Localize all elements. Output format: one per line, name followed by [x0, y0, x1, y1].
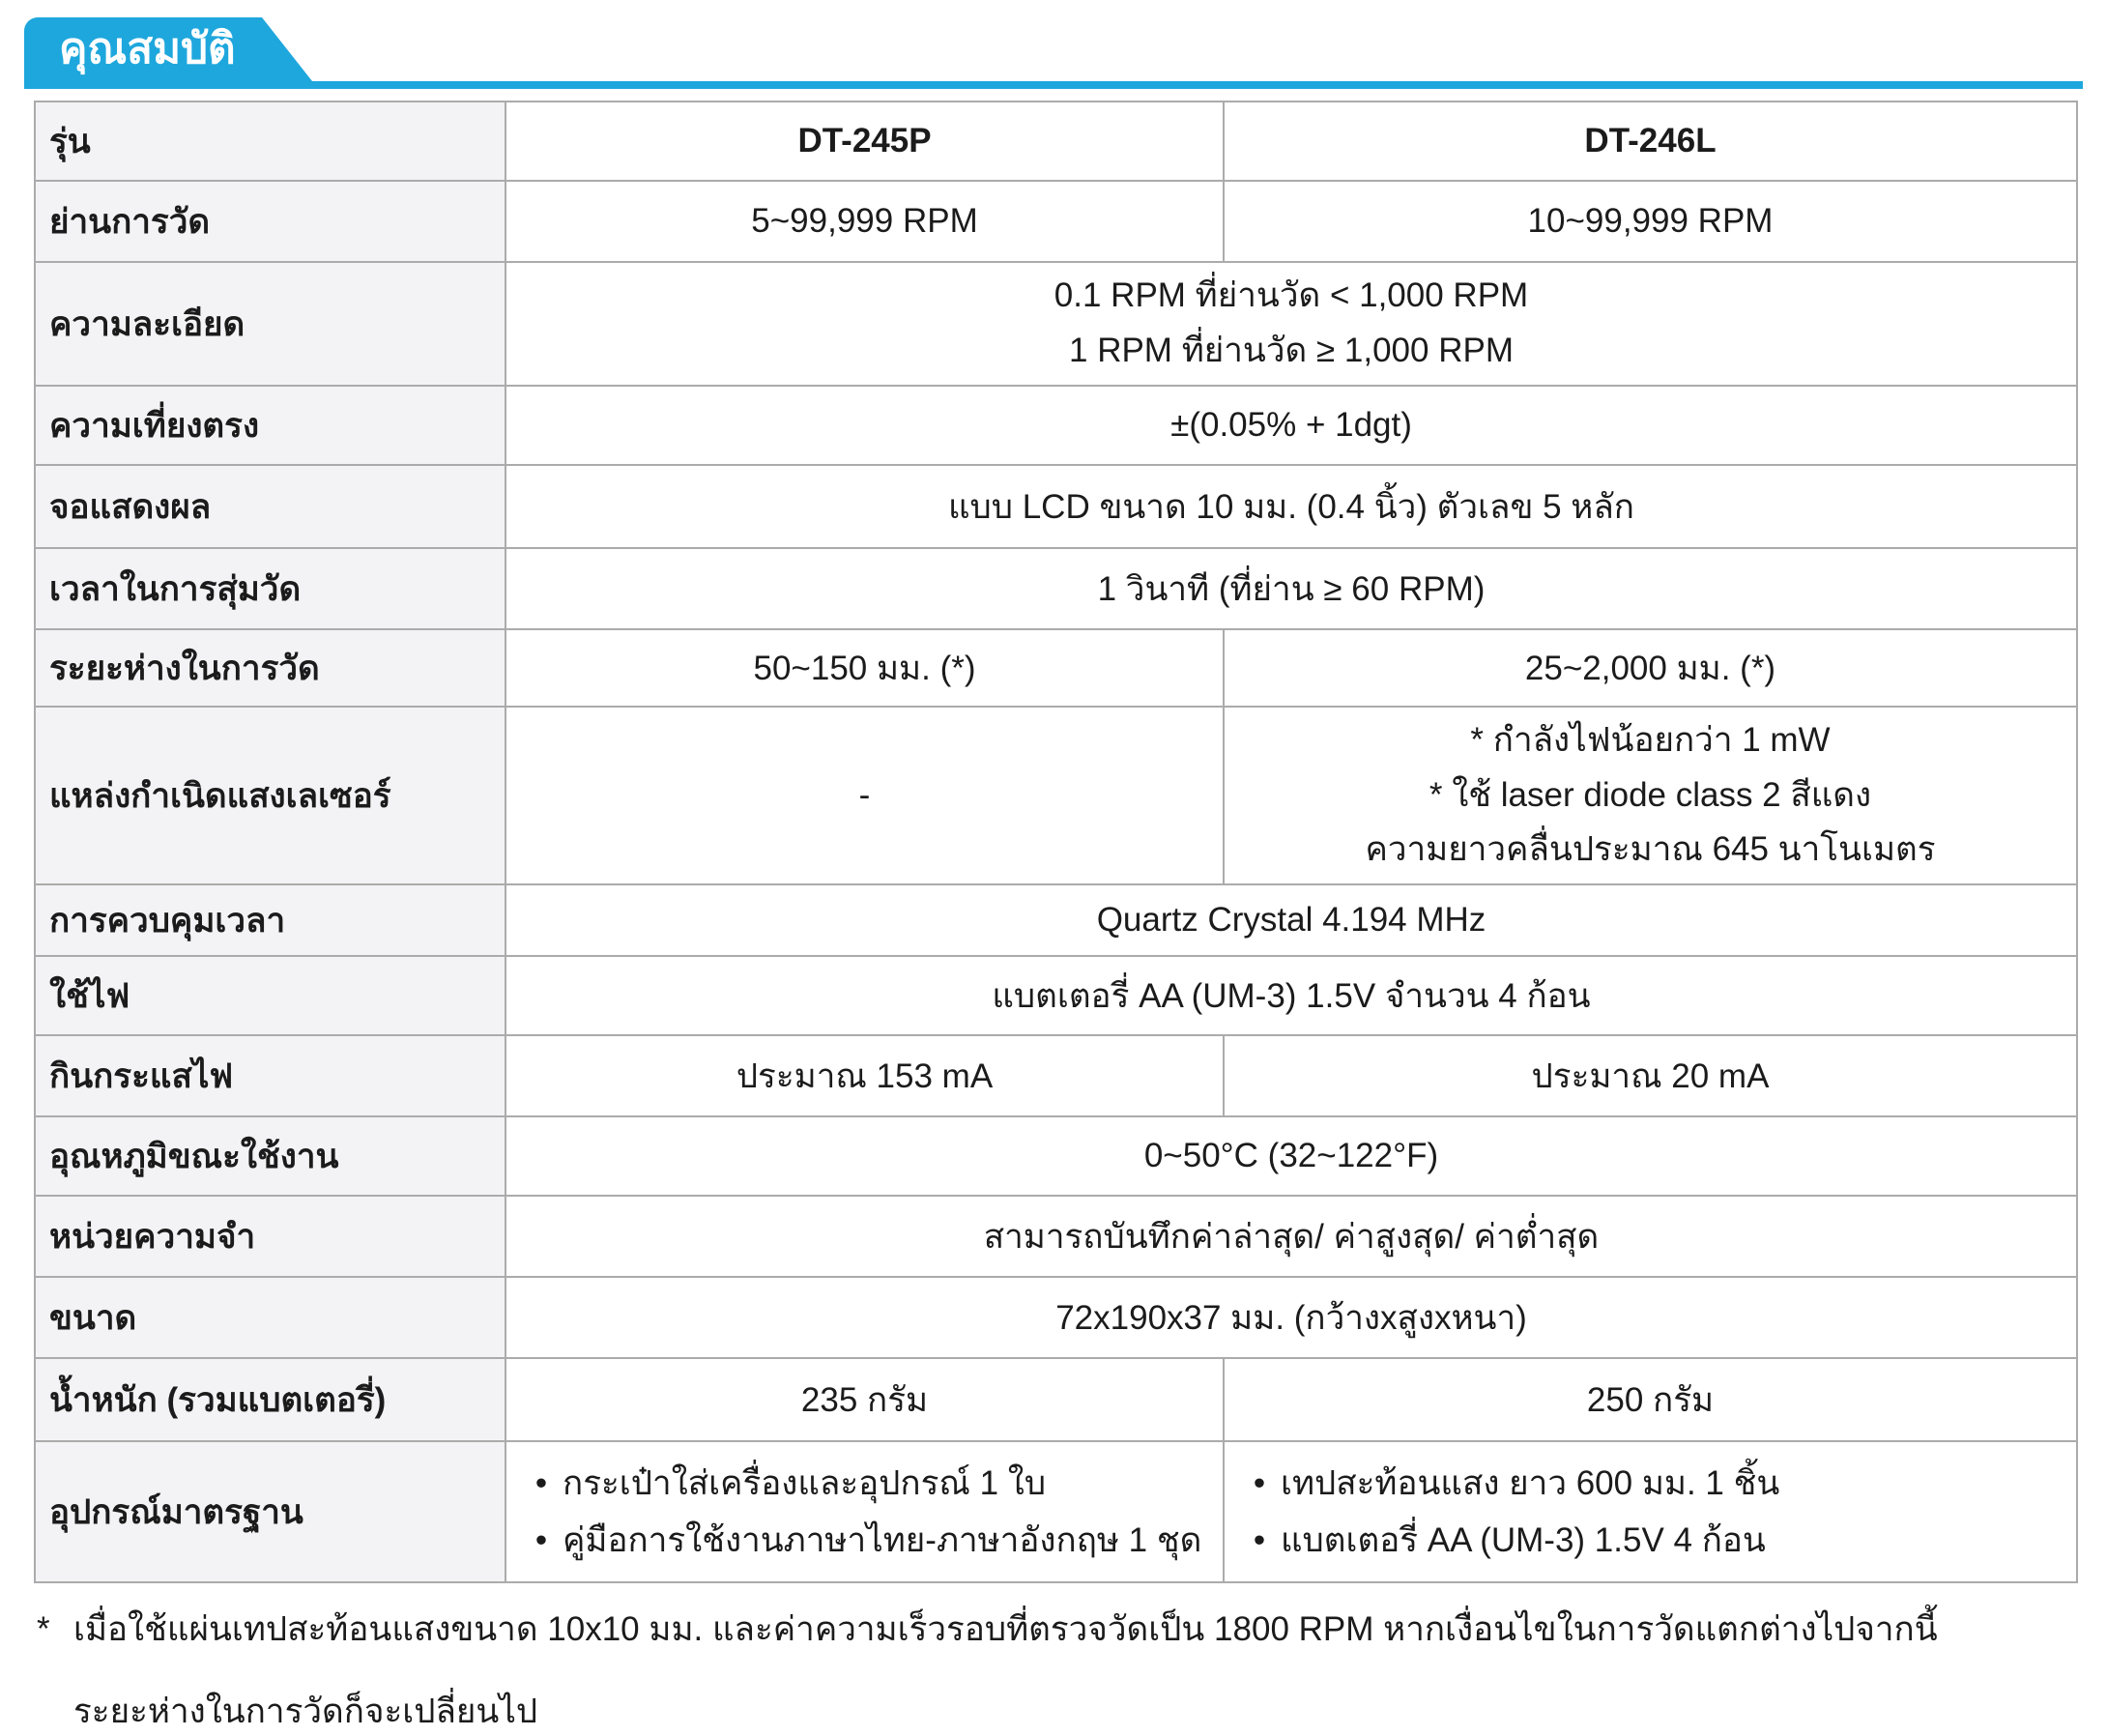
- accessories-2-value: [1224, 1441, 2077, 1582]
- footnote-text-1: เมื่อใช้แผ่นเทปสะท้อนแสงขนาด 10x10 มม. และค่าความเร็วรอบที่ตรวจวัดเป็น 1800 RPM หากเงื่อนไขในการวัดแตกต่างไปจากนี้: [73, 1610, 1938, 1648]
- model-2-value: DT-246L: [1224, 101, 2077, 181]
- accuracy-value: ±(0.05% + 1dgt): [505, 386, 2077, 465]
- temperature-value: 0~50°C (32~122°F): [505, 1116, 2077, 1196]
- spec-row-operating-temperature: [35, 1116, 2077, 1196]
- weight-2-value: 250 กรัม: [1224, 1358, 2077, 1441]
- range-2-value: 10~99,999 RPM: [1224, 181, 2077, 262]
- accent-underline: [24, 81, 2083, 89]
- row-label: แหล่งกำเนิดแสงเลเซอร์: [35, 707, 505, 884]
- section-tab: [24, 17, 262, 81]
- row-label: การควบคุมเวลา: [35, 884, 505, 956]
- laser-line-2: * ใช้ laser diode class 2 สีแดง: [1429, 775, 1872, 814]
- resolution-line-2: 1 RPM ที่ย่านวัด ≥ 1,000 RPM: [1069, 332, 1514, 369]
- row-label: ขนาด: [35, 1277, 505, 1358]
- footnote-marker: *: [37, 1610, 50, 1648]
- range-1-value: 5~99,999 RPM: [505, 181, 1224, 262]
- section-header: [24, 17, 2083, 89]
- accessory-text: เทปสะท้อนแสง ยาว 600 มม. 1 ชิ้น: [1281, 1463, 1780, 1502]
- row-label: ระยะห่างในการวัด: [35, 629, 505, 707]
- laser-line-3: ความยาวคลื่นประมาณ 645 นาโนเมตร: [1365, 830, 1936, 869]
- spec-table: [34, 101, 2078, 1583]
- accessory-item: [1238, 1455, 2063, 1513]
- spec-row-display: [35, 465, 2077, 548]
- accessory-text: แบตเตอรี่ AA (UM-3) 1.5V 4 ก้อน: [1281, 1521, 1766, 1560]
- row-label: ย่านการวัด: [35, 181, 505, 262]
- row-label: เวลาในการสุ่มวัด: [35, 548, 505, 629]
- accessory-text: คู่มือการใช้งานภาษาไทย-ภาษาอังกฤษ 1 ชุด: [563, 1521, 1202, 1560]
- accessory-item: [1238, 1512, 2063, 1570]
- row-label: ความละเอียด: [35, 262, 505, 386]
- distance-2-value: 25~2,000 มม. (*): [1224, 629, 2077, 707]
- laser-line-1: * กำลังไฟน้อยกว่า 1 mW: [1470, 721, 1831, 759]
- spec-row-measuring-range: [35, 181, 2077, 262]
- row-label: กินกระแสไฟ: [35, 1035, 505, 1116]
- row-label: อุปกรณ์มาตรฐาน: [35, 1441, 505, 1582]
- spec-row-laser-source: [35, 707, 2077, 884]
- spec-row-time-control: [35, 884, 2077, 956]
- section-tab-label: คุณสมบัติ: [59, 25, 236, 72]
- time-control-value: Quartz Crystal 4.194 MHz: [505, 884, 2077, 956]
- row-label: ใช้ไฟ: [35, 956, 505, 1035]
- spec-row-standard-accessories: [35, 1441, 2077, 1582]
- spec-row-current-consumption: [35, 1035, 2077, 1116]
- bullet-icon: •: [1253, 1521, 1266, 1560]
- row-label: อุณหภูมิขณะใช้งาน: [35, 1116, 505, 1196]
- row-label: รุ่น: [35, 101, 505, 181]
- laser-1-value: -: [505, 707, 1224, 884]
- accessory-item: [520, 1512, 1209, 1570]
- resolution-value: [505, 262, 2077, 386]
- power-supply-value: แบตเตอรี่ AA (UM-3) 1.5V จำนวน 4 ก้อน: [505, 956, 2077, 1035]
- sampling-time-value: 1 วินาที (ที่ย่าน ≥ 60 RPM): [505, 548, 2077, 629]
- current-1-value: ประมาณ 153 mA: [505, 1035, 1224, 1116]
- row-label: จอแสดงผล: [35, 465, 505, 548]
- accessory-text: กระเป๋าใส่เครื่องและอุปกรณ์ 1 ใบ: [563, 1463, 1047, 1502]
- display-value: แบบ LCD ขนาด 10 มม. (0.4 นิ้ว) ตัวเลข 5 หลัก: [505, 465, 2077, 548]
- accessory-item: [520, 1455, 1209, 1513]
- dimensions-value: 72x190x37 มม. (กว้างxสูงxหนา): [505, 1277, 2077, 1358]
- bullet-icon: •: [534, 1521, 548, 1560]
- row-label: ความเที่ยงตรง: [35, 386, 505, 465]
- spec-row-sampling-time: [35, 548, 2077, 629]
- memory-value: สามารถบันทึกค่าล่าสุด/ ค่าสูงสุด/ ค่าต่ำสุด: [505, 1196, 2077, 1277]
- bullet-icon: •: [1253, 1463, 1266, 1502]
- spec-row-resolution: [35, 262, 2077, 386]
- weight-1-value: 235 กรัม: [505, 1358, 1224, 1441]
- bullet-icon: •: [534, 1463, 548, 1502]
- row-label: หน่วยความจำ: [35, 1196, 505, 1277]
- distance-1-value: 50~150 มม. (*): [505, 629, 1224, 707]
- model-1-value: DT-245P: [505, 101, 1224, 181]
- laser-2-value: [1224, 707, 2077, 884]
- footnote: [37, 1612, 2076, 1730]
- spec-row-weight: [35, 1358, 2077, 1441]
- footnote-line-2: ระยะห่างในการวัดก็จะเปลี่ยนไป: [73, 1692, 538, 1730]
- spec-row-accuracy: [35, 386, 2077, 465]
- footnote-line-1: [37, 1612, 2076, 1648]
- spec-row-dimensions: [35, 1277, 2077, 1358]
- current-2-value: ประมาณ 20 mA: [1224, 1035, 2077, 1116]
- spec-row-measuring-distance: [35, 629, 2077, 707]
- spec-row-model: [35, 101, 2077, 181]
- spec-row-memory: [35, 1196, 2077, 1277]
- accessories-1-value: [505, 1441, 1224, 1582]
- row-label: น้ำหนัก (รวมแบตเตอรี่): [35, 1358, 505, 1441]
- resolution-line-1: 0.1 RPM ที่ย่านวัด < 1,000 RPM: [1054, 276, 1529, 315]
- spec-row-power-supply: [35, 956, 2077, 1035]
